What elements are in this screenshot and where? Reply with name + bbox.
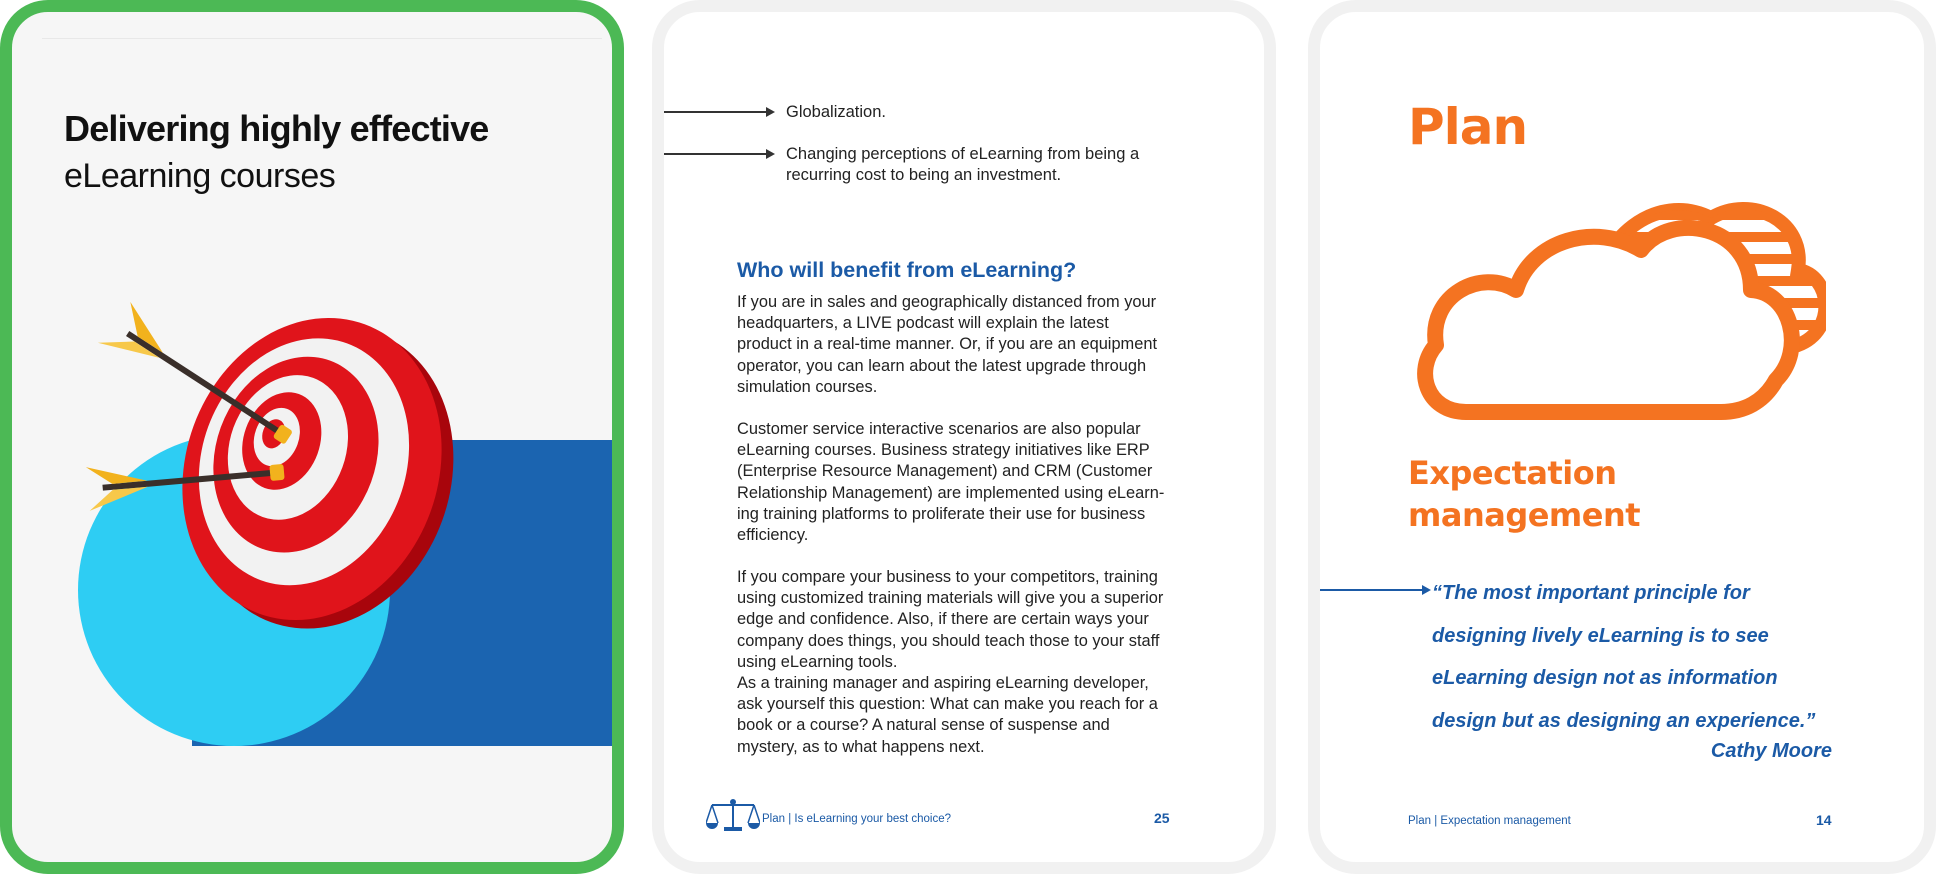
page-number: 25 [1154, 810, 1170, 826]
bullet-arrow-line [664, 111, 768, 113]
page-number: 14 [1816, 812, 1832, 828]
footer-text: Plan | Expectation management [1408, 815, 1571, 827]
paragraph: If you compare your business to your competitors, training using customized training materials will give you a superior edge and confidence. Also, if there are certain ways your company does things, you should teach those to your staff using eLearning tools. [737, 568, 1164, 671]
paragraph: As a training manager and aspiring eLearning developer, ask yourself this question: What can make you reach for a book or a course? A natural sense of suspense and mystery, as to what happens next. [737, 674, 1158, 756]
text-page-card[interactable] [652, 0, 1276, 874]
bottom-divider [684, 864, 1244, 865]
bullet-arrow-line [664, 153, 768, 155]
bullet-arrow-head [766, 149, 775, 159]
balance-scale-icon [706, 797, 760, 837]
bullet-item: Globalization. [786, 103, 886, 121]
cloud-icon [1406, 180, 1826, 440]
cover-title-bold: Delivering highly effective [64, 108, 489, 149]
bullet-arrow-head [766, 107, 775, 117]
cover-page-card[interactable] [0, 0, 624, 874]
cover-title-regular: eLearning courses [64, 157, 336, 195]
quote-arrow-head [1422, 585, 1431, 595]
paragraph: Customer service interactive scenarios are also popular eLearning courses. Business strategy initiatives like ERP (Enterprise Resource Management) and CRM (Customer Relationship Management) are implemented using eLearning training platforms to proliferate their use for business efficiency. [737, 420, 1165, 545]
dartboard-with-arrows-icon [12, 12, 612, 862]
quote-author: Cathy Moore [1710, 740, 1832, 762]
section-heading: Who will benefit from eLearning? [737, 258, 1077, 282]
plan-page-card[interactable] [1308, 0, 1936, 874]
footer-text: Plan | Is eLearning your best choice? [762, 813, 952, 825]
quote-arrow-line [1320, 589, 1424, 591]
plan-title: Plan [1408, 98, 1528, 156]
paragraph: If you are in sales and geographically distanced from your headquarters, a LIVE podcast will explain the latest product in a real-time manner. Or, if you are an equipment operator, you can learn about the latest upgrade through simulation courses. [737, 293, 1158, 396]
expectation-management-title: Expectation management [1408, 454, 1641, 534]
quote-text: “The most important principle for designing lively eLearning is to see eLearning design not as information design but as designing an experience.” [1432, 582, 1816, 732]
bullet-item: Changing perceptions of eLearning from being a recurring cost to being an investment. [786, 145, 1140, 184]
